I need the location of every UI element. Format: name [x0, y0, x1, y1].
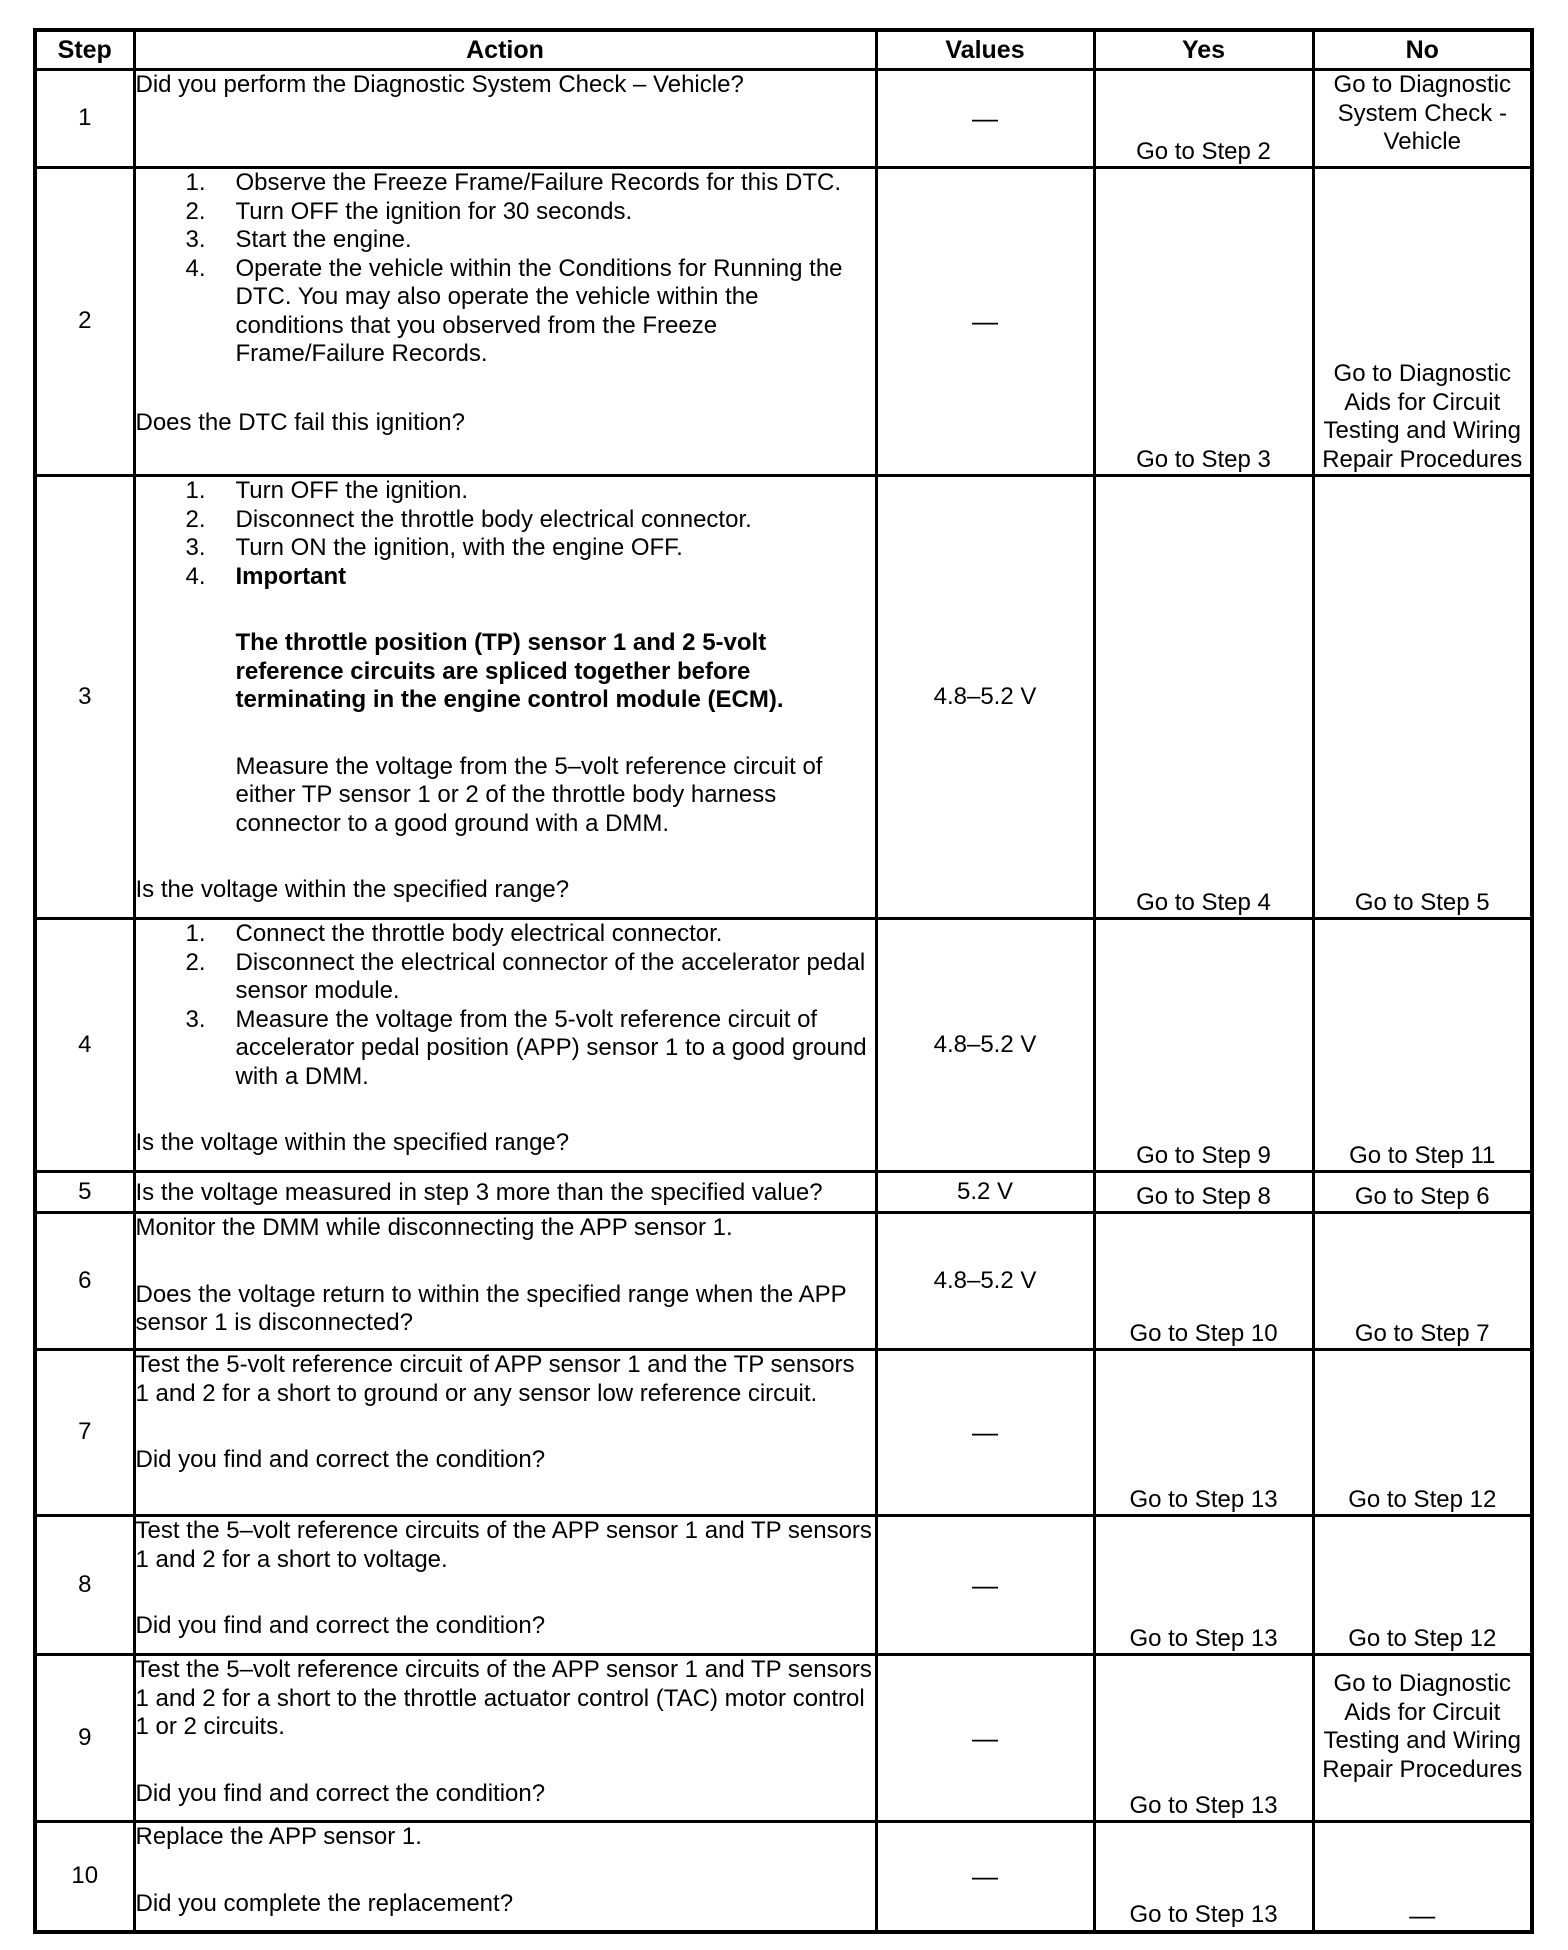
- table-row: [35, 1172, 1532, 1213]
- header-action: Action: [134, 30, 876, 70]
- yes-cell: Go to Step 2: [1094, 70, 1313, 168]
- value-cell: 5.2 V: [876, 1172, 1094, 1213]
- no-cell: Go to Step 6: [1313, 1172, 1532, 1213]
- action-question: Is the voltage within the specified range?: [135, 876, 570, 903]
- value-cell: —: [876, 1655, 1094, 1822]
- no-cell: Go to Step 7: [1313, 1213, 1532, 1350]
- table-row: [35, 1350, 1532, 1516]
- step-number: 1: [35, 70, 134, 168]
- yes-cell: Go to Step 3: [1094, 168, 1313, 476]
- no-cell: Go to Step 12: [1313, 1350, 1532, 1516]
- step-number: 2: [35, 168, 134, 476]
- no-cell: —: [1313, 1822, 1532, 1932]
- list-item: 1. Turn OFF the ignition.: [185, 477, 469, 504]
- action-text: Replace the APP sensor 1.: [135, 1823, 422, 1850]
- yes-cell: Go to Step 10: [1094, 1213, 1313, 1350]
- header-step: Step: [35, 30, 134, 70]
- list-item: 3. Start the engine.: [185, 226, 412, 253]
- header-row: [35, 30, 1532, 70]
- list-item: 3. Turn ON the ignition, with the engine OFF.: [185, 534, 683, 561]
- table-row: [35, 476, 1532, 919]
- action-question: Did you find and correct the condition?: [135, 1779, 546, 1807]
- action-cell: [134, 1172, 876, 1213]
- value-cell: —: [876, 70, 1094, 168]
- value-cell: —: [876, 1822, 1094, 1932]
- action-steps-list: [136, 477, 875, 591]
- value-cell: 4.8–5.2 V: [876, 476, 1094, 919]
- action-text: Monitor the DMM while disconnecting the APP sensor 1.: [135, 1214, 733, 1241]
- no-cell: Go to Step 12: [1313, 1516, 1532, 1655]
- no-cell: Go to Diagnostic System Check - Vehicle: [1313, 70, 1532, 168]
- action-cell: [134, 168, 876, 476]
- diagnostic-table: [33, 28, 1534, 1934]
- step-number: 8: [35, 1516, 134, 1655]
- action-question: Did you find and correct the condition?: [135, 1446, 546, 1473]
- value-cell: 4.8–5.2 V: [876, 1213, 1094, 1350]
- action-cell: [134, 1516, 876, 1655]
- header-values: Values: [876, 30, 1094, 70]
- action-text: Test the 5-volt reference circuit of APP sensor 1 and the TP sensors 1 and 2 for a short to ground or any sensor low reference circuit.: [135, 1351, 855, 1407]
- no-cell: Go to Diagnostic Aids for Circuit Testing and Wiring Repair Procedures: [1313, 168, 1532, 476]
- action-question: Does the DTC fail this ignition?: [135, 408, 465, 436]
- yes-cell: Go to Step 8: [1094, 1172, 1313, 1213]
- list-item: 1. Observe the Freeze Frame/Failure Records for this DTC.: [185, 169, 842, 196]
- table-row: [35, 1516, 1532, 1655]
- measure-instruction: Measure the voltage from the 5–volt reference circuit of either TP sensor 1 or 2 of the throttle body harness connector to a good ground with a DMM.: [235, 752, 823, 837]
- step-number: 10: [35, 1822, 134, 1932]
- list-item: 2. Disconnect the electrical connector of the accelerator pedal sensor module.: [185, 948, 866, 1004]
- table-row: [35, 919, 1532, 1172]
- table-row: [35, 1822, 1532, 1932]
- step-number: 9: [35, 1655, 134, 1822]
- value-cell: —: [876, 1350, 1094, 1516]
- action-cell: [134, 1655, 876, 1822]
- action-steps-list: [136, 920, 875, 1091]
- header-yes: Yes: [1094, 30, 1313, 70]
- yes-cell: Go to Step 13: [1094, 1516, 1313, 1655]
- no-cell: Go to Step 11: [1313, 919, 1532, 1172]
- important-note: The throttle position (TP) sensor 1 and 2 5-volt reference circuits are spliced together before terminating in the engine control module (ECM).: [235, 629, 784, 713]
- action-cell: [134, 476, 876, 919]
- step-number: 3: [35, 476, 134, 919]
- action-question: Did you find and correct the condition?: [135, 1612, 546, 1639]
- header-no: No: [1313, 30, 1532, 70]
- list-item: 3. Measure the voltage from the 5-volt reference circuit of accelerator pedal position (APP) sensor 1 to a good ground with a DMM.: [185, 1005, 867, 1090]
- yes-cell: Go to Step 9: [1094, 919, 1313, 1172]
- value-cell: —: [876, 168, 1094, 476]
- list-item: 1. Connect the throttle body electrical connector.: [185, 920, 723, 947]
- table-row: [35, 1213, 1532, 1350]
- no-cell: Go to Step 5: [1313, 476, 1532, 919]
- table-row: [35, 168, 1532, 476]
- table-row: [35, 70, 1532, 168]
- action-cell: [134, 1213, 876, 1350]
- step-number: 6: [35, 1213, 134, 1350]
- action-steps-list: [136, 169, 875, 369]
- action-text: Test the 5–volt reference circuits of the APP sensor 1 and TP sensors 1 and 2 for a short to voltage.: [135, 1517, 872, 1573]
- step-number: 5: [35, 1172, 134, 1213]
- list-item: 2. Disconnect the throttle body electrical connector.: [185, 505, 752, 533]
- list-item: 4. Operate the vehicle within the Conditions for Running the DTC. You may also operate the vehicle within the conditions that you observed from the Freeze Frame/Failure Records.: [185, 254, 843, 367]
- no-cell: Go to Diagnostic Aids for Circuit Testing and Wiring Repair Procedures: [1313, 1655, 1532, 1822]
- value-cell: 4.8–5.2 V: [876, 919, 1094, 1172]
- value-cell: —: [876, 1516, 1094, 1655]
- yes-cell: Go to Step 13: [1094, 1350, 1313, 1516]
- table-row: [35, 1655, 1532, 1822]
- action-text: Did you perform the Diagnostic System Check – Vehicle?: [135, 71, 744, 98]
- action-cell: [134, 1350, 876, 1516]
- yes-cell: Go to Step 13: [1094, 1655, 1313, 1822]
- step-number: 7: [35, 1350, 134, 1516]
- list-item: 4. Important: [185, 562, 347, 590]
- yes-cell: Go to Step 13: [1094, 1822, 1313, 1932]
- list-item: 2. Turn OFF the ignition for 30 seconds.: [185, 197, 633, 225]
- action-question: Does the voltage return to within the specified range when the APP sensor 1 is disconnected?: [135, 1280, 847, 1336]
- action-question: Did you complete the replacement?: [135, 1889, 514, 1917]
- yes-cell: Go to Step 4: [1094, 476, 1313, 919]
- action-question: Is the voltage within the specified range?: [135, 1129, 570, 1156]
- action-cell: [134, 919, 876, 1172]
- action-text: Is the voltage measured in step 3 more than the specified value?: [135, 1178, 823, 1206]
- action-text: Test the 5–volt reference circuits of the APP sensor 1 and TP sensors 1 and 2 for a short to the throttle actuator control (TAC) motor control 1 or 2 circuits.: [135, 1656, 872, 1740]
- action-cell: [134, 70, 876, 168]
- step-number: 4: [35, 919, 134, 1172]
- action-cell: [134, 1822, 876, 1932]
